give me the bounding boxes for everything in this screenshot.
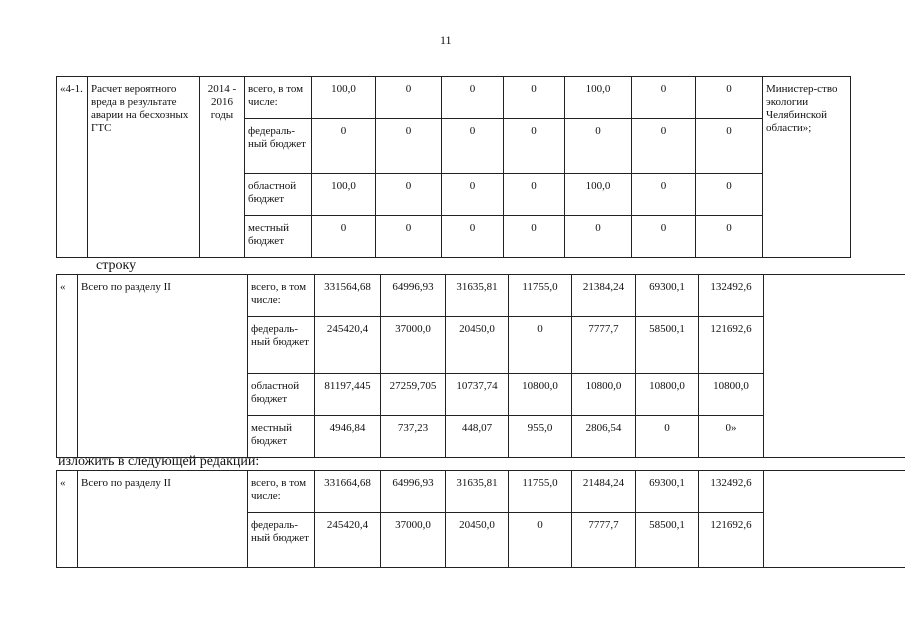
value-cell: 0 — [504, 216, 565, 258]
table-row — [57, 77, 851, 119]
value-cell: 331564,68 — [315, 275, 381, 317]
value-cell: 20450,0 — [446, 317, 509, 374]
value-cell: 64996,93 — [381, 471, 446, 513]
value-cell: 0 — [632, 216, 696, 258]
row-label: федераль-ный бюджет — [248, 513, 315, 568]
item-period: 2014 - 2016 годы — [200, 77, 245, 258]
value-cell: 0 — [509, 513, 572, 568]
section-name: Всего по разделу II — [78, 471, 248, 568]
item-name: Расчет вероятного вреда в результате аварии на бесхозных ГТС — [88, 77, 200, 258]
quote-mark: « — [57, 471, 78, 568]
executor: Министер-ство экологии Челябинской области»; — [763, 77, 851, 258]
value-cell: 0 — [696, 119, 763, 174]
table-row — [57, 275, 905, 317]
table-top — [56, 76, 851, 258]
value-cell: 21484,24 — [572, 471, 636, 513]
value-cell: 31635,81 — [446, 471, 509, 513]
value-cell: 81197,445 — [315, 374, 381, 416]
value-cell: 11755,0 — [509, 471, 572, 513]
value-cell: 132492,6 — [699, 471, 764, 513]
quote-mark: « — [57, 275, 78, 458]
value-cell: 69300,1 — [636, 471, 699, 513]
value-cell: 58500,1 — [636, 317, 699, 374]
caption-edit: изложить в следующей редакции: — [58, 454, 260, 469]
value-cell: 31635,81 — [446, 275, 509, 317]
item-number: «4-1. — [57, 77, 88, 258]
table-row — [57, 471, 905, 513]
value-cell: 0 — [376, 174, 442, 216]
value-cell: 0 — [504, 174, 565, 216]
value-cell: 10737,74 — [446, 374, 509, 416]
value-cell: 0 — [632, 174, 696, 216]
value-cell: 0 — [696, 216, 763, 258]
row-label: всего, в том числе: — [248, 471, 315, 513]
value-cell: 132492,6 — [699, 275, 764, 317]
value-cell: 0 — [565, 119, 632, 174]
row-label: областной бюджет — [245, 174, 312, 216]
value-cell: 4946,84 — [315, 416, 381, 458]
value-cell: 0 — [312, 119, 376, 174]
value-cell: 0 — [442, 77, 504, 119]
value-cell: 11755,0 — [509, 275, 572, 317]
row-label: областной бюджет — [248, 374, 315, 416]
value-cell: 0 — [442, 174, 504, 216]
value-cell: 7777,7 — [572, 513, 636, 568]
value-cell: 245420,4 — [315, 513, 381, 568]
value-cell: 37000,0 — [381, 513, 446, 568]
row-label: федераль-ный бюджет — [248, 317, 315, 374]
value-cell: 10800,0 — [572, 374, 636, 416]
row-label: местный бюджет — [248, 416, 315, 458]
row-label: местный бюджет — [245, 216, 312, 258]
value-cell: 10800,0 — [699, 374, 764, 416]
value-cell: 955,0 — [509, 416, 572, 458]
table-middle — [56, 274, 905, 458]
value-cell: 0 — [696, 174, 763, 216]
value-cell: 0 — [632, 77, 696, 119]
value-cell: 0 — [312, 216, 376, 258]
row-label: всего, в том числе: — [245, 77, 312, 119]
value-cell: 0 — [636, 416, 699, 458]
value-cell: 0 — [632, 119, 696, 174]
value-cell: 0 — [696, 77, 763, 119]
page-number: 11 — [440, 33, 452, 47]
value-cell: 0 — [509, 317, 572, 374]
value-cell: 0 — [504, 77, 565, 119]
value-cell: 58500,1 — [636, 513, 699, 568]
value-cell: 100,0 — [565, 77, 632, 119]
value-cell: 69300,1 — [636, 275, 699, 317]
value-cell: 0 — [376, 119, 442, 174]
value-cell: 245420,4 — [315, 317, 381, 374]
caption-stroku: строку — [96, 258, 137, 273]
row-label: всего, в том числе: — [248, 275, 315, 317]
value-cell: 7777,7 — [572, 317, 636, 374]
value-cell: 10800,0 — [636, 374, 699, 416]
value-cell: 100,0 — [312, 174, 376, 216]
executor-empty — [764, 471, 905, 568]
value-cell: 0 — [442, 216, 504, 258]
value-cell: 27259,705 — [381, 374, 446, 416]
value-cell: 737,23 — [381, 416, 446, 458]
value-cell: 448,07 — [446, 416, 509, 458]
value-cell: 121692,6 — [699, 317, 764, 374]
value-cell: 121692,6 — [699, 513, 764, 568]
value-cell: 37000,0 — [381, 317, 446, 374]
value-cell: 64996,93 — [381, 275, 446, 317]
value-cell: 0 — [504, 119, 565, 174]
value-cell: 10800,0 — [509, 374, 572, 416]
executor-empty — [764, 275, 905, 458]
row-label: федераль-ный бюджет — [245, 119, 312, 174]
value-cell: 0 — [565, 216, 632, 258]
value-cell: 21384,24 — [572, 275, 636, 317]
value-cell: 100,0 — [312, 77, 376, 119]
section-name: Всего по разделу II — [78, 275, 248, 458]
value-cell: 0 — [376, 216, 442, 258]
value-cell: 2806,54 — [572, 416, 636, 458]
table-bottom — [56, 470, 905, 568]
value-cell: 0» — [699, 416, 764, 458]
value-cell: 100,0 — [565, 174, 632, 216]
value-cell: 0 — [442, 119, 504, 174]
value-cell: 331664,68 — [315, 471, 381, 513]
value-cell: 0 — [376, 77, 442, 119]
value-cell: 20450,0 — [446, 513, 509, 568]
